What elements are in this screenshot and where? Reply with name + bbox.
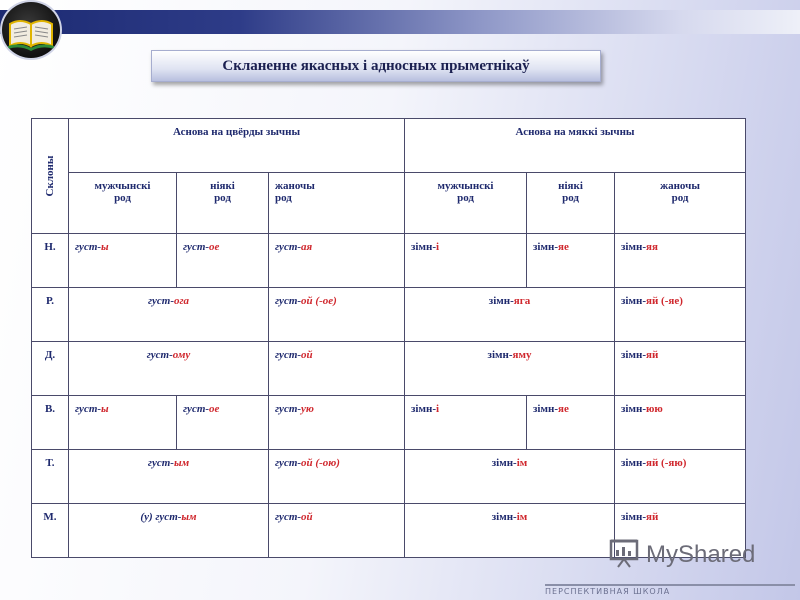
footer-strip — [545, 584, 795, 596]
table-cell: густ-ой — [269, 504, 405, 558]
table-row — [32, 234, 746, 288]
book-logo-icon — [0, 0, 62, 60]
case-label: Т. — [32, 450, 69, 504]
table-cell: зімн-яга — [405, 288, 615, 342]
table-row — [32, 342, 746, 396]
table-cell: густ-ая — [269, 234, 405, 288]
table-cell: густ-ы — [69, 234, 177, 288]
table-cell: зімн-яй (-яе) — [615, 288, 746, 342]
case-label: М. — [32, 504, 69, 558]
case-label: Н. — [32, 234, 69, 288]
table-cell: зімн-яй (-яю) — [615, 450, 746, 504]
table-cell: зімн-яе — [527, 396, 615, 450]
table-cell: зімн-яе — [527, 234, 615, 288]
watermark-text: MyShared — [646, 541, 756, 568]
declension-table — [31, 118, 746, 558]
case-label: Р. — [32, 288, 69, 342]
table-cell: густ-ой (-ое) — [269, 288, 405, 342]
table-cell: густ-ое — [177, 396, 269, 450]
group-soft-header: Аснова на мяккі зычны — [405, 119, 746, 173]
table-cell: густ-ую — [269, 396, 405, 450]
table-cell: зімн-юю — [615, 396, 746, 450]
gender-header-n-soft: ніякі род — [527, 173, 615, 234]
table-cell: зімн-і — [405, 396, 527, 450]
cases-header: Склоны — [32, 119, 69, 234]
gender-header-n-hard: ніякі род — [177, 173, 269, 234]
table-cell: (у) густ-ым — [69, 504, 269, 558]
table-cell: зімн-ім — [405, 504, 615, 558]
table-cell: зімн-ім — [405, 450, 615, 504]
table-cell: зімн-і — [405, 234, 527, 288]
table-row — [32, 396, 746, 450]
table-row — [32, 450, 746, 504]
table-cell: густ-ой — [269, 342, 405, 396]
gender-header-f-soft: жаночы род — [615, 173, 746, 234]
table-cell: зімн-яя — [615, 234, 746, 288]
table-cell: зімн-яму — [405, 342, 615, 396]
gender-header-m-hard: мужчынскі род — [69, 173, 177, 234]
table-row — [32, 288, 746, 342]
header-bar — [0, 10, 800, 34]
gender-header-m-soft: мужчынскі род — [405, 173, 527, 234]
footer-text: ПЕРСПЕКТИВНАЯ ШКОЛА — [545, 587, 671, 596]
table-cell: густ-ы — [69, 396, 177, 450]
table-cell: густ-ому — [69, 342, 269, 396]
table-cell: густ-ым — [69, 450, 269, 504]
myshared-watermark — [608, 538, 778, 572]
case-label: В. — [32, 396, 69, 450]
table-cell: зімн-яй — [615, 342, 746, 396]
table-cell: густ-ой (-ою) — [269, 450, 405, 504]
table-cell: зімн-яй — [615, 504, 746, 558]
gender-header-f-hard: жаночы род — [269, 173, 405, 234]
page-title: Скланенне якасных і адносных прыметнікаў — [151, 50, 601, 82]
presentation-icon — [608, 537, 640, 574]
case-label: Д. — [32, 342, 69, 396]
table-cell: густ-ога — [69, 288, 269, 342]
table-cell: густ-ое — [177, 234, 269, 288]
group-hard-header: Аснова на цвёрды зычны — [69, 119, 405, 173]
